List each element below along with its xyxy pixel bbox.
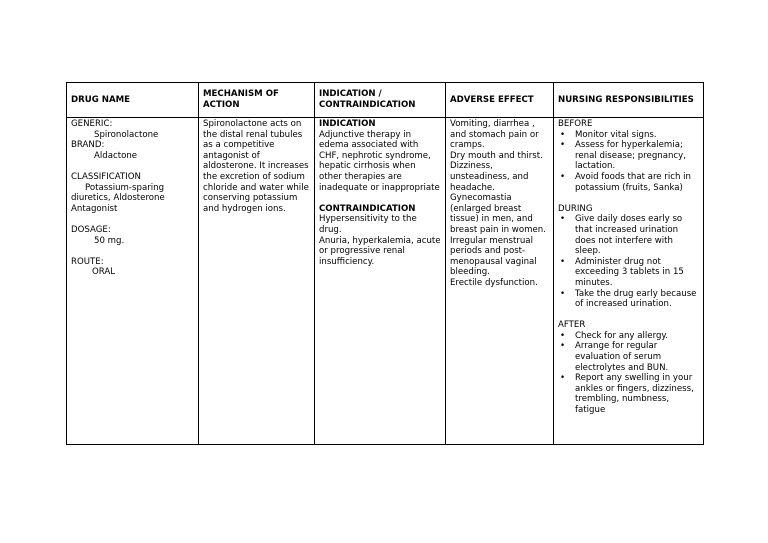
route-label: ROUTE:: [71, 256, 104, 267]
content-row: [67, 118, 704, 445]
generic-value: Spironolactone: [94, 129, 159, 140]
brand-label: BRAND:: [71, 140, 105, 151]
list-item: • Administer drug not exceeding 3 tablets in 15 minutes.: [558, 257, 699, 289]
list-item: • Take the drug early because of increased urination.: [558, 289, 699, 310]
before-list: [558, 130, 699, 194]
drug-study-table: [66, 82, 704, 445]
generic-label: GENERIC:: [71, 119, 113, 129]
indication-text: Adjunctive therapy in edema associated with CHF, nephrotic syndrome, hepatic cirrhosis when other therapies are inadequate or inappropriate: [319, 129, 440, 193]
after-label: AFTER: [558, 320, 586, 331]
contraindication-text-2: Anuria, hyperkalemia, acute or progressive renal insufficiency.: [319, 235, 441, 267]
adverse-item: Gynecomastia (enlarged breast tissue) in men, and breast pain in women.: [450, 193, 546, 235]
header-indication: INDICATION / CONTRAINDICATION: [315, 83, 446, 118]
adverse-item: Irregular menstrual periods and post-menopausal vaginal bleeding.: [450, 235, 537, 278]
header-drug-name: DRUG NAME: [67, 83, 199, 118]
list-item: • Avoid foods that are rich in potassium (fruits, Sanka): [558, 172, 699, 193]
classification-value: Potassium-sparing diuretics, Aldosterone Antagonist: [71, 182, 165, 214]
header-nursing-responsibilities: NURSING RESPONSIBILITIES: [554, 83, 704, 118]
route-value: ORAL: [92, 267, 116, 278]
after-list: [558, 331, 699, 416]
brand-value: Aldactone: [94, 150, 138, 161]
header-adverse-effect: ADVERSE EFFECT: [446, 83, 554, 118]
contraindication-heading: CONTRAINDICATION: [319, 203, 416, 214]
list-item: • Assess for hyperkalemia; renal disease; pregnancy, lactation.: [558, 140, 699, 172]
list-item: • Monitor vital signs.: [558, 130, 699, 141]
contraindication-text-1: Hypersensitivity to the drug.: [319, 214, 417, 235]
mechanism-cell: [199, 118, 315, 445]
indication-cell: [315, 118, 446, 445]
list-item: • Check for any allergy.: [558, 331, 699, 342]
during-list: [558, 214, 699, 309]
indication-heading: INDICATION: [319, 119, 376, 129]
list-item: • Arrange for regular evaluation of serum electrolytes and BUN.: [558, 341, 699, 373]
during-label: DURING: [558, 203, 593, 214]
header-mechanism: MECHANISM OF ACTION: [199, 83, 315, 118]
list-item: • Report any swelling in your ankles or fingers, dizziness, trembling, numbness, fatigue: [558, 373, 699, 415]
adverse-item: Dizziness, unsteadiness, and headache.: [450, 161, 529, 193]
header-row: [67, 83, 704, 118]
before-label: BEFORE: [558, 119, 593, 129]
nursing-cell: [554, 118, 704, 445]
dosage-label: DOSAGE:: [71, 224, 111, 235]
classification-label: CLASSIFICATION: [71, 171, 141, 182]
dosage-value: 50 mg.: [94, 235, 125, 246]
adverse-item: Dry mouth and thirst.: [450, 150, 543, 161]
adverse-effect-cell: [446, 118, 554, 445]
adverse-item: Vomiting, diarrhea , and stomach pain or cramps.: [450, 119, 539, 151]
adverse-item: Erectile dysfunction.: [450, 277, 538, 288]
mechanism-text: Spironolactone acts on the distal renal tubules as a competitive antagonist of aldosterone. It increases the excretion of sodium chloride and water while conserving potassium and hydrogen ions.: [203, 119, 309, 214]
list-item: • Give daily doses early so that increased urination does not interfere with sleep.: [558, 214, 699, 256]
drug-name-cell: [67, 118, 199, 445]
